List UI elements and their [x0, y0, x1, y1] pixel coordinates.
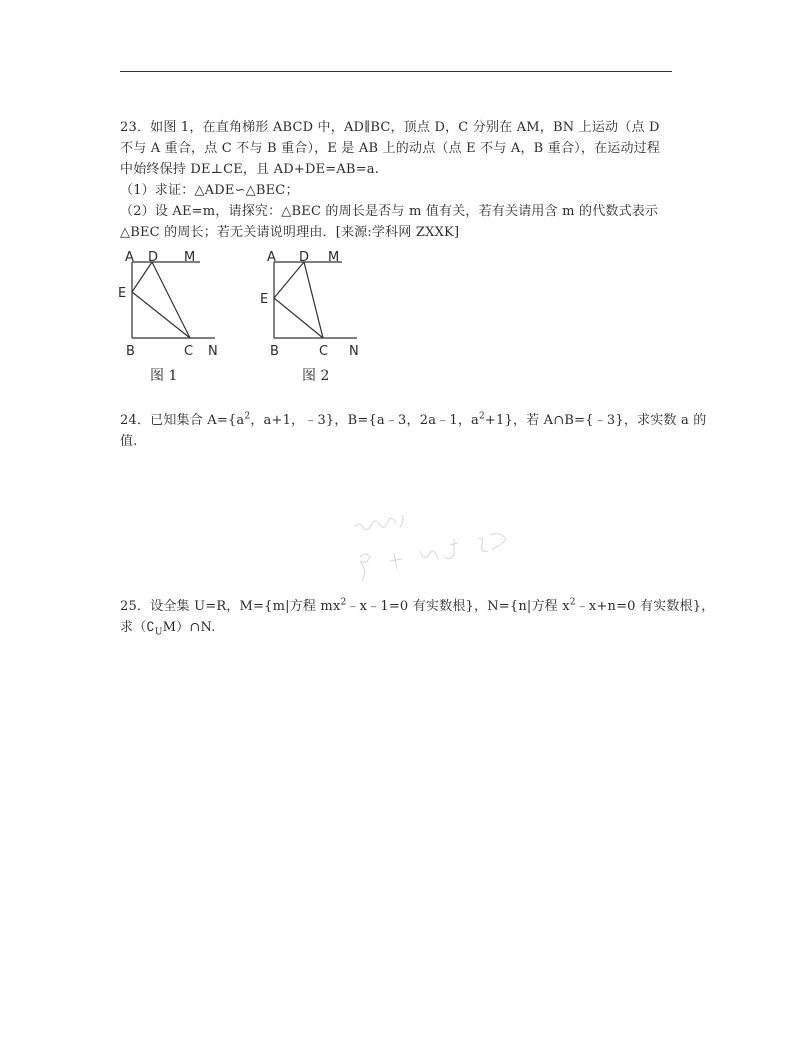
q23-part2: （2）设 AE=m，请探究：△BEC 的周长是否与 m 值有关，若有关请用含 m 的代数式表示: [120, 204, 659, 219]
exponent: 2: [340, 597, 347, 608]
q25-text: ﹣x﹣1=0 有实数根}，N={n|方程 x: [346, 599, 570, 614]
figure-1: [114, 248, 224, 360]
q23-line: 不与 A 重合，点 C 不与 B 重合），E 是 AB 上的动点（点 E 不与 A，B 重合），在运动过程: [120, 141, 661, 156]
q23-part2-cont: △BEC 的周长；若无关请说明理由．[来源:学科网 ZXXK]: [120, 225, 460, 240]
q25-text: 求（∁: [120, 620, 155, 635]
label-C: C: [319, 344, 329, 359]
label-N: N: [208, 344, 218, 359]
question-25: [120, 596, 715, 638]
faint-handwriting-watermark: [350, 505, 520, 595]
label-N: N: [349, 344, 359, 359]
q25-text: ﹣x+n=0 有实数根}，: [575, 599, 715, 614]
q25-line: [120, 617, 672, 638]
q24-text: ，a+1，﹣3}，B={a﹣3，2a﹣1，a: [250, 413, 479, 428]
q23-line: 23．如图 1，在直角梯形 ABCD 中，AD∥BC，顶点 D，C 分别在 AM，BN 上运动（点 D: [120, 120, 660, 135]
exponent: 2: [478, 411, 485, 422]
q24-text: 24．已知集合 A={a: [120, 413, 245, 428]
label-M: M: [184, 250, 196, 265]
label-C: C: [184, 344, 194, 359]
q25-line: [120, 596, 715, 617]
label-B: B: [126, 344, 135, 359]
q23-part1: （1）求证：△ADE∽△BEC；: [120, 183, 299, 198]
label-A: A: [267, 250, 276, 265]
exponent: 2: [569, 597, 576, 608]
q25-text: 25．设全集 U=R，M={m|方程 mx: [120, 599, 341, 614]
figure-1-caption: 图 1: [150, 368, 178, 384]
label-M: M: [328, 250, 340, 265]
q25-text: M）∩N.: [162, 620, 216, 635]
label-E: E: [260, 292, 269, 307]
figure-2: [256, 248, 366, 360]
label-D: D: [148, 250, 159, 265]
q24-line: [120, 410, 707, 431]
label-A: A: [125, 250, 134, 265]
figure-2-caption: 图 2: [302, 368, 330, 384]
q23-line: 中始终保持 DE⊥CE，且 AD+DE=AB=a.: [120, 162, 380, 177]
q24-text: +1}，若 A∩B={﹣3}，求实数 a 的: [484, 413, 707, 428]
label-E: E: [118, 286, 127, 301]
subscript: U: [154, 627, 163, 638]
question-23: [120, 117, 672, 243]
question-24: [120, 410, 707, 452]
label-B: B: [270, 344, 279, 359]
label-D: D: [299, 250, 310, 265]
header-rule: [120, 71, 672, 72]
exponent: 2: [244, 411, 251, 422]
q24-line: 值.: [120, 434, 138, 449]
